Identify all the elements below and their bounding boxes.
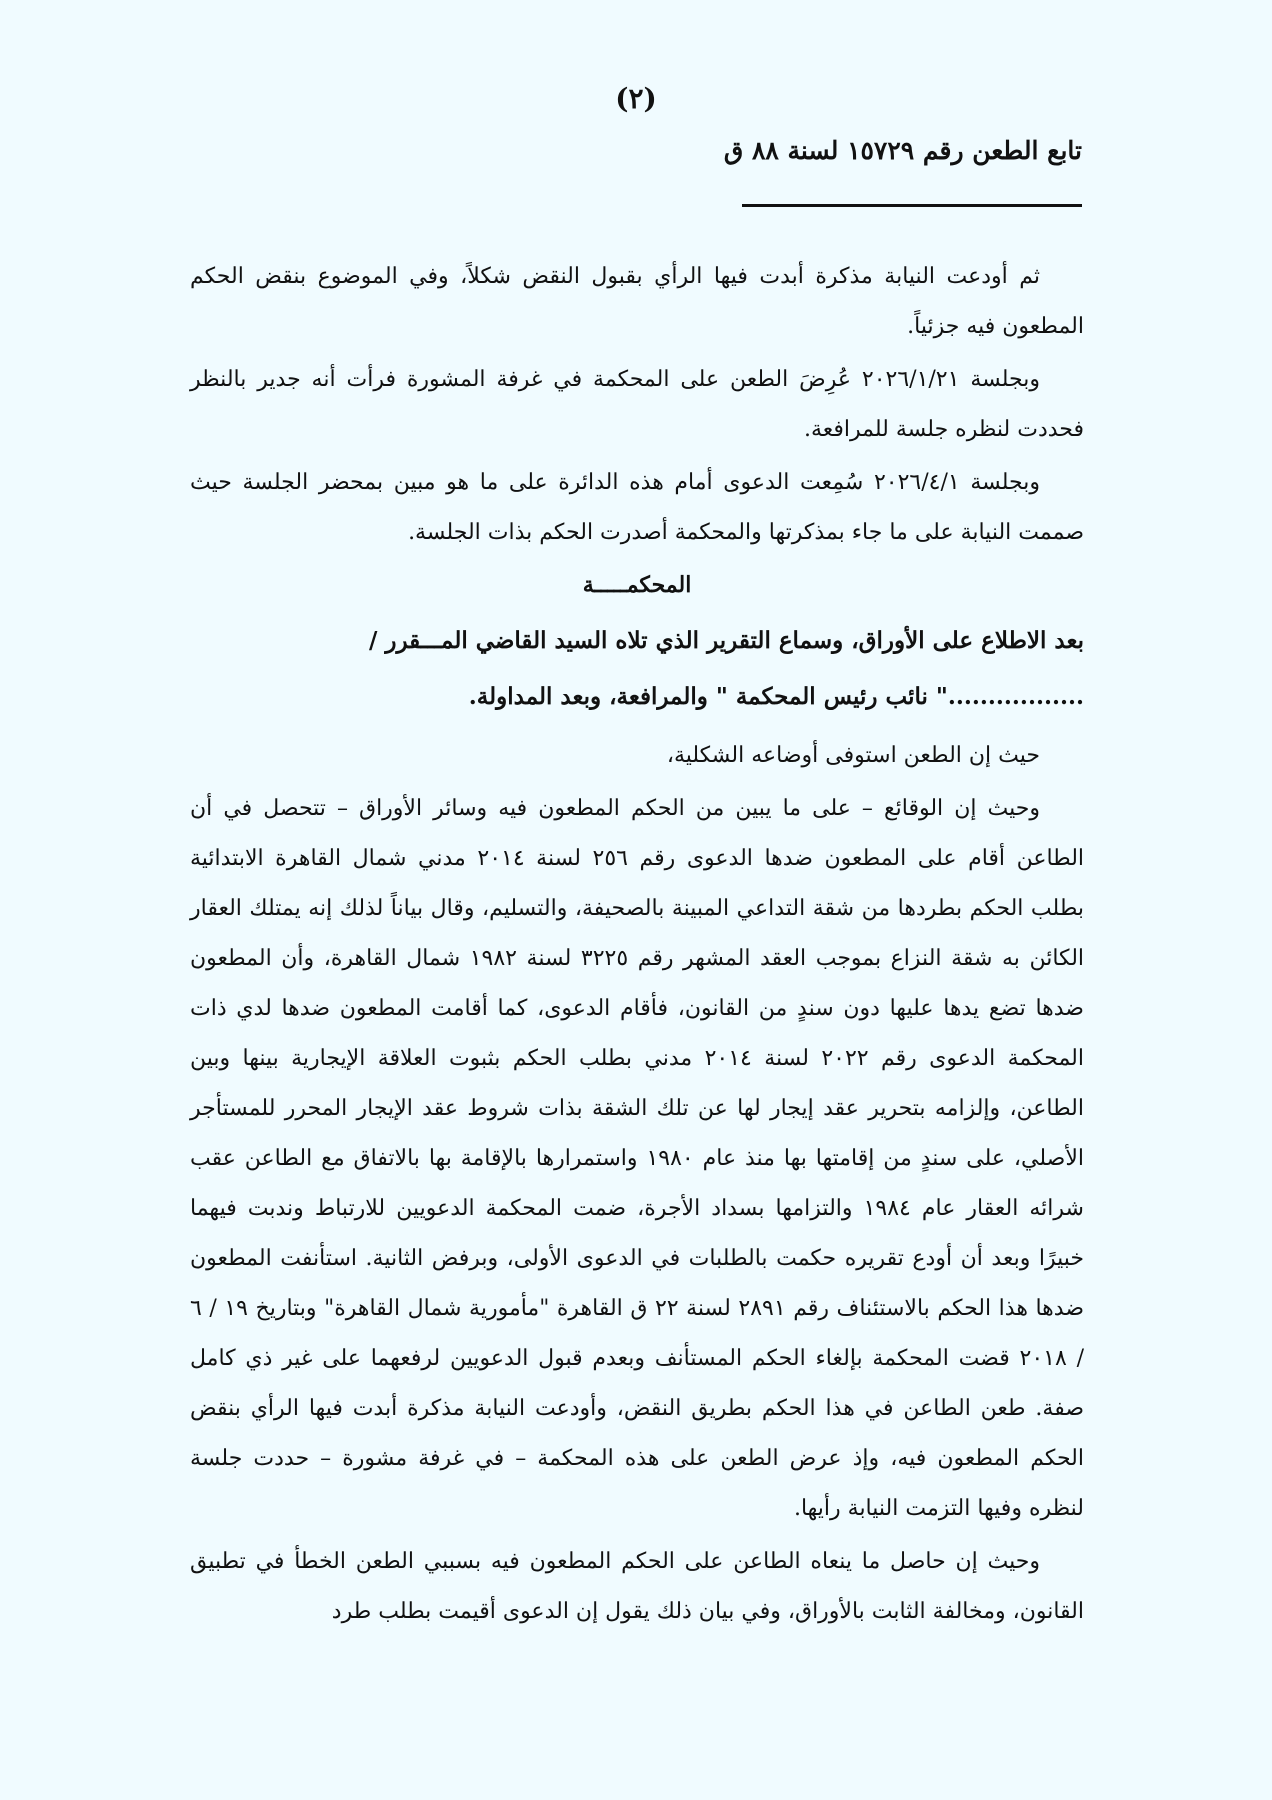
paragraph-consultation-session: وبجلسة ٢٠٢٦/١/٢١ عُرِضَ الطعن على المحكمة في غرفة المشورة فرأت أنه جدير بالنظر فحددت لنظره جلسة للمرافعة. [190,367,1084,442]
document-body [190,252,1084,1640]
court-heading: المحكمـــــة [582,572,692,598]
paragraph-formal-conditions: حيث إن الطعن استوفى أوضاعه الشكلية، [666,743,1040,768]
paragraph-hearing-session: وبجلسة ٢٠٢٦/٤/١ سُمِعت الدعوى أمام هذه الدائرة على ما هو مبين بمحضر الجلسة حيث صممت النيابة على ما جاء بمذكرتها والمحكمة أصدرت الحكم بذات الجلسة. [190,470,1084,545]
preamble-line-1: بعد الاطلاع على الأوراق، وسماع التقرير الذي تلاه السيد القاضي المـــقرر / [368,627,1084,654]
page-number: (٢) [615,82,657,115]
paragraph-grounds-of-appeal: وحيث إن حاصل ما ينعاه الطاعن على الحكم المطعون فيه بسببي الطعن الخطأ في تطبيق القانون، ومخالفة الثابت بالأوراق، وفي بيان ذلك يقول إن الدعوى أقيمت بطلب طرد [190,1549,1084,1624]
appeal-header-title: تابع الطعن رقم ١٥٧٢٩ لسنة ٨٨ ق [723,136,1082,165]
paragraph-prosecution-memo: ثم أودعت النيابة مذكرة أبدت فيها الرأي بقبول النقض شكلاً، وفي الموضوع بنقض الحكم المطعون فيه جزئياً. [190,264,1084,339]
header-divider [742,204,1082,207]
paragraph-facts: وحيث إن الوقائع – على ما يبين من الحكم المطعون فيه وسائر الأوراق – تتحصل في أن الطاعن أقام على المطعون ضدها الدعوى رقم ٢٥٦ لسنة ٢٠١٤ مدني شمال القاهرة الابتدائية بطلب الحكم بطردها من شقة التداعي المبينة بالصحيفة، والتسليم، وقال بياناً لذلك إنه يمتلك العقار الكائن به شقة النزاع بموجب العقد المشهر رقم ٣٢٢٥ لسنة ١٩٨٢ شمال القاهرة، وأن المطعون ضدها تضع يدها عليها دون سندٍ من القانون، فأقام الدعوى، كما أقامت المطعون ضدها لدي ذات المحكمة الدعوى رقم ٢٠٢٢ لسنة ٢٠١٤ مدني بطلب الحكم بثبوت العلاقة الإيجارية بينها وبين الطاعن، وإلزامه بتحرير عقد إيجار لها عن تلك الشقة بذات شروط عقد الإيجار المحرر للمستأجر الأصلي، على سندٍ من إقامتها بها منذ عام ١٩٨٠ واستمرارها بالإقامة بها بالاتفاق مع الطاعن عقب شرائه العقار عام ١٩٨٤ والتزامها بسداد الأجرة، ضمت المحكمة الدعويين للارتباط وندبت فيهما خبيرًا وبعد أن أودع تقريره حكمت بالطلبات في الدعوى الأولى، وبرفض الثانية. استأنفت المطعون ضدها هذا الحكم بالاستئناف رقم ٢٨٩١ لسنة ٢٢ ق القاهرة "مأمورية شمال القاهرة" وبتاريخ ١٩ / ٦ / ٢٠١٨ قضت المحكمة بإلغاء الحكم المستأنف وبعدم قبول الدعويين لرفعهما على غير ذي كامل صفة. طعن الطاعن في هذا الحكم بطريق النقض، وأودعت النيابة مذكرة أبدت فيها الرأي بنقض الحكم المطعون فيه، وإذ عرض الطعن على هذه المحكمة – في غرفة مشورة – حددت جلسة لنظره وفيها التزمت النيابة رأيها. [190,796,1085,1521]
preamble-line-2: ................." نائب رئيس المحكمة " والمرافعة، وبعد المداولة. [468,683,1084,710]
judgment-preamble [190,613,1084,725]
